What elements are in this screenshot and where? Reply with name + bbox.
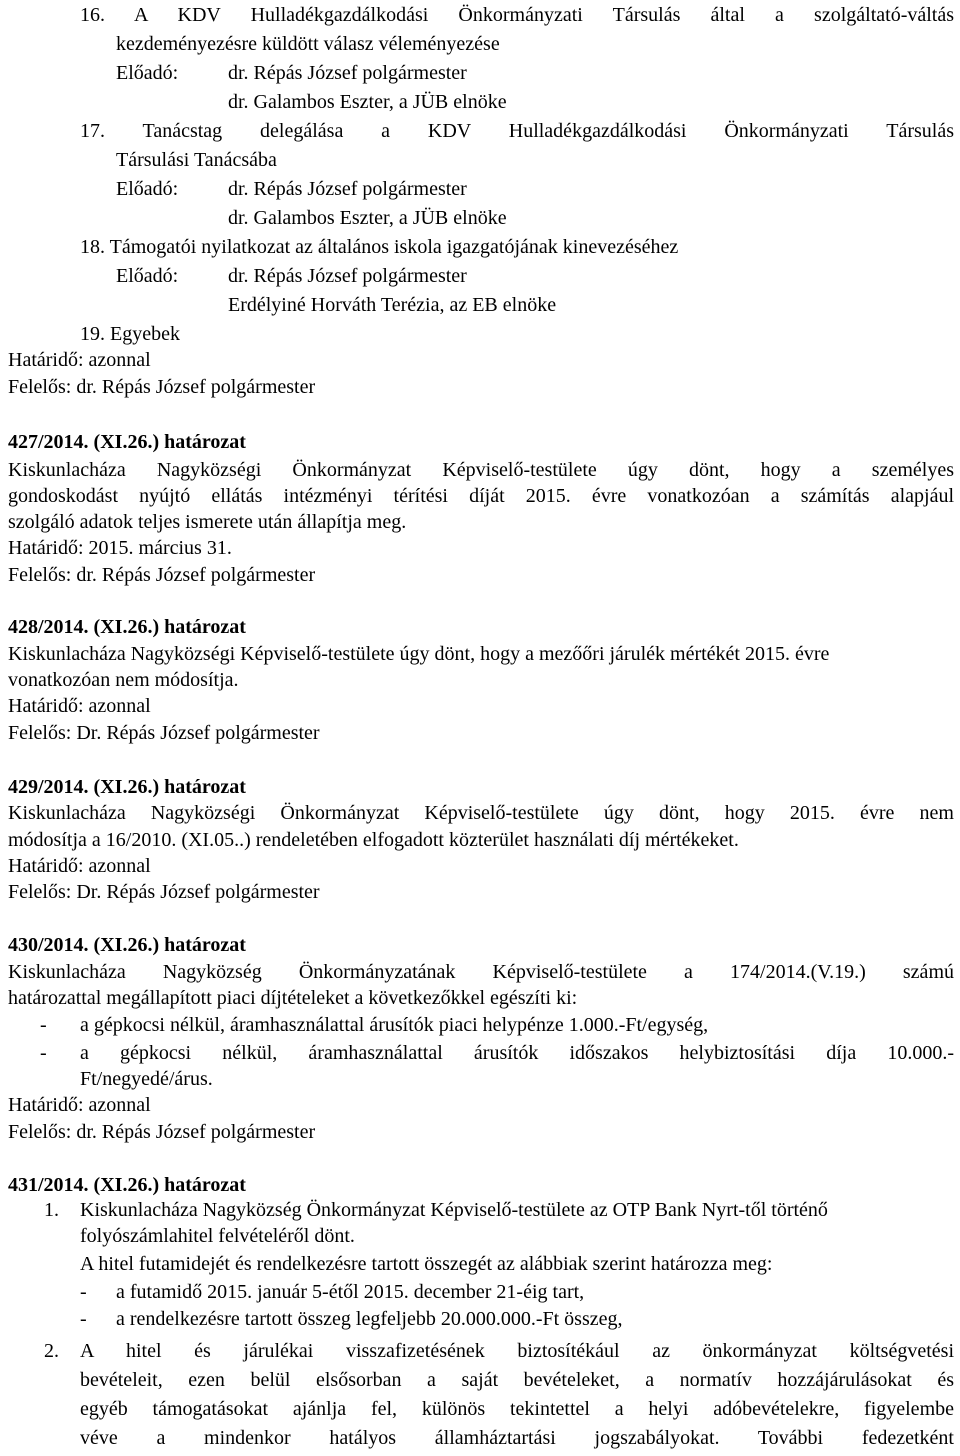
bullet-item: a futamidő 2015. január 5-étől 2015. december 21-éig tart,: [116, 1281, 585, 1303]
responsible: Felelős: dr. Répás József polgármester: [8, 376, 316, 398]
list-number: 2.: [44, 1340, 59, 1362]
responsible: Felelős: dr. Répás József polgármester: [8, 564, 316, 586]
resolution-text: szolgáló adatok teljes ismerete után állapítja meg.: [8, 511, 407, 533]
bullet-dash: -: [40, 1014, 47, 1036]
presenter-label: Előadó:: [116, 178, 179, 200]
resolution-text: Kiskunlacháza Nagyközségi Önkormányzat Képviselő-testülete úgy dönt, hogy 2015. évre nem: [8, 802, 954, 824]
presenter-label: Előadó:: [116, 62, 179, 84]
agenda-item-16-line-1: 16. A KDV Hulladékgazdálkodási Önkormányzati Társulás által a szolgáltató-váltás: [80, 4, 954, 26]
resolution-text: A hitel és járulékai visszafizetésének biztosítékául az önkormányzat költségvetési: [80, 1340, 954, 1362]
bullet-item: a gépkocsi nélkül, áramhasználattal árusítók piaci helypénze 1.000.-Ft/egység,: [80, 1014, 709, 1036]
deadline: Határidő: azonnal: [8, 695, 151, 717]
resolution-text: folyószámlahitel felvételéről dönt.: [80, 1225, 355, 1247]
responsible: Felelős: dr. Répás József polgármester: [8, 1121, 316, 1143]
responsible: Felelős: Dr. Répás József polgármester: [8, 881, 320, 903]
resolution-title: 427/2014. (XI.26.) határozat: [8, 431, 246, 453]
resolution-title: 431/2014. (XI.26.) határozat: [8, 1174, 246, 1196]
resolution-title: 430/2014. (XI.26.) határozat: [8, 934, 246, 956]
bullet-item: a rendelkezésre tartott összeg legfeljebb 20.000.000.-Ft összeg,: [116, 1308, 623, 1330]
list-number: 1.: [44, 1199, 59, 1221]
resolution-text: Kiskunlacháza Nagyközség Önkormányzatának Képviselő-testülete a 174/2014.(V.19.) számú: [8, 961, 954, 983]
resolution-text: határozattal megállapított piaci díjtételeket a következőkkel egészíti ki:: [8, 987, 578, 1009]
resolution-text: gondoskodást nyújtó ellátás intézményi térítési díját 2015. évre vonatkozóan a számítás alapjául: [8, 485, 954, 507]
deadline: Határidő: azonnal: [8, 349, 151, 371]
presenter-name: dr. Galambos Eszter, a JÜB elnöke: [228, 207, 507, 229]
resolution-title: 429/2014. (XI.26.) határozat: [8, 776, 246, 798]
deadline: Határidő: 2015. március 31.: [8, 537, 232, 559]
resolution-text: Kiskunlacháza Nagyközségi Képviselő-testülete úgy dönt, hogy a mezőőri járulék mértékét 2015. évre: [8, 643, 830, 665]
bullet-dash: -: [40, 1042, 47, 1064]
agenda-item-17-line-2: Társulási Tanácsába: [116, 149, 277, 171]
presenter-name: dr. Répás József polgármester: [228, 62, 467, 84]
resolution-text: módosítja a 16/2010. (XI.05..) rendeletében elfogadott közterület használati díj mértékeket.: [8, 829, 739, 851]
responsible: Felelős: Dr. Répás József polgármester: [8, 722, 320, 744]
resolution-text: Kiskunlacháza Nagyközségi Önkormányzat Képviselő-testülete úgy dönt, hogy a személyes: [8, 459, 954, 481]
resolution-text: vonatkozóan nem módosítja.: [8, 669, 239, 691]
deadline: Határidő: azonnal: [8, 1094, 151, 1116]
agenda-item-19: 19. Egyebek: [80, 323, 180, 345]
deadline: Határidő: azonnal: [8, 855, 151, 877]
resolution-text: bevételeit, ezen belül elsősorban a saját bevételeket, a normatív hozzájárulásokat és: [80, 1369, 954, 1391]
resolution-title: 428/2014. (XI.26.) határozat: [8, 616, 246, 638]
resolution-text: véve a mindenkor hatályos államháztartási jogszabályokat. További fedezetként: [80, 1427, 954, 1449]
agenda-item-18: 18. Támogatói nyilatkozat az általános iskola igazgatójának kinevezéséhez: [80, 236, 679, 258]
presenter-name: dr. Répás József polgármester: [228, 178, 467, 200]
presenter-name: Erdélyiné Horváth Terézia, az EB elnöke: [228, 294, 557, 316]
resolution-text: egyéb támogatásokat ajánlja fel, különös tekintettel a helyi adóbevételekre, figyelembe: [80, 1398, 954, 1420]
resolution-text: Kiskunlacháza Nagyközség Önkormányzat Képviselő-testülete az OTP Bank Nyrt-től történő: [80, 1199, 828, 1221]
presenter-name: dr. Galambos Eszter, a JÜB elnöke: [228, 91, 507, 113]
agenda-item-17-line-1: 17. Tanácstag delegálása a KDV Hulladékgazdálkodási Önkormányzati Társulás: [80, 120, 954, 142]
bullet-dash: -: [80, 1281, 87, 1303]
presenter-label: Előadó:: [116, 265, 179, 287]
bullet-item-continued: Ft/negyedé/árus.: [80, 1068, 213, 1090]
agenda-item-16-line-2: kezdeményezésre küldött válasz véleményezése: [116, 33, 500, 55]
resolution-text: A hitel futamidejét és rendelkezésre tartott összegét az alábbiak szerint határozza meg:: [80, 1253, 773, 1275]
bullet-item: a gépkocsi nélkül, áramhasználattal árusítók időszakos helybiztosítási díja 10.000.-: [80, 1042, 954, 1064]
presenter-name: dr. Répás József polgármester: [228, 265, 467, 287]
bullet-dash: -: [80, 1308, 87, 1330]
